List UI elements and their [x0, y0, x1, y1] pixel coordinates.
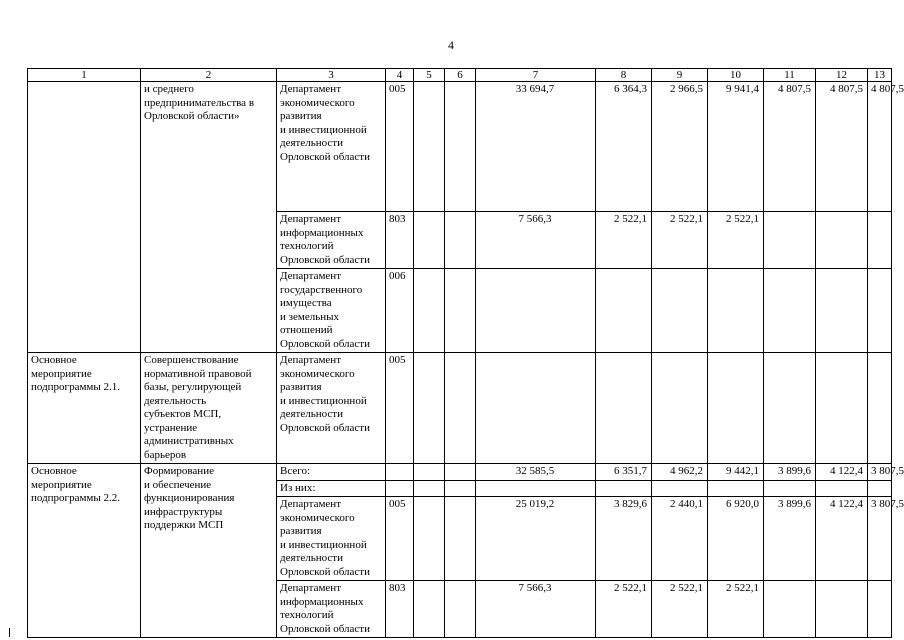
measure-name-cell: и среднего предпринимательства в Орловской области»	[141, 82, 277, 353]
year-value-cell: 2 966,5	[652, 82, 708, 212]
year-value-cell: 2 522,1	[652, 212, 708, 269]
year-value-cell: 9 941,4	[708, 82, 764, 212]
code-cell: 005	[386, 82, 414, 212]
year-value-cell	[868, 480, 892, 497]
header-cell: 7	[476, 69, 596, 82]
executor-cell: Из них:	[277, 480, 386, 497]
total-value-cell: 33 694,7	[476, 82, 596, 212]
code-cell: 803	[386, 581, 414, 638]
empty-cell	[414, 480, 445, 497]
page-number: 4	[448, 38, 454, 52]
table-row	[28, 464, 892, 481]
code-cell	[386, 480, 414, 497]
code-cell: 005	[386, 353, 414, 464]
block-subprogram-continuation	[28, 82, 904, 353]
year-value-cell	[816, 269, 868, 353]
empty-cell	[445, 269, 476, 353]
year-value-cell	[868, 353, 892, 464]
year-value-cell	[652, 480, 708, 497]
year-value-cell	[764, 480, 816, 497]
header-cell: 10	[708, 69, 764, 82]
total-value-cell: 25 019,2	[476, 497, 596, 581]
empty-cell	[445, 480, 476, 497]
year-value-cell	[652, 269, 708, 353]
total-value-cell	[476, 269, 596, 353]
year-value-cell: 9 442,1	[708, 464, 764, 481]
year-value-cell	[596, 353, 652, 464]
empty-cell	[414, 269, 445, 353]
header-cell: 8	[596, 69, 652, 82]
year-value-cell	[764, 212, 816, 269]
year-value-cell: 4 962,2	[652, 464, 708, 481]
executor-cell: Департамент экономического развития и инвестиционной деятельности Орловской области	[277, 353, 386, 464]
header-cell: 13	[868, 69, 892, 82]
year-value-cell	[816, 480, 868, 497]
year-value-cell	[708, 480, 764, 497]
year-value-cell	[596, 480, 652, 497]
header-cell: 1	[28, 69, 141, 82]
header-cell: 11	[764, 69, 816, 82]
year-value-cell: 2 522,1	[708, 212, 764, 269]
block-measure-2-2	[28, 464, 904, 638]
empty-cell	[414, 353, 445, 464]
executor-cell: Департамент информационных технологий Орловской области	[277, 212, 386, 269]
year-value-cell: 6 364,3	[596, 82, 652, 212]
code-cell: 005	[386, 497, 414, 581]
code-cell: 803	[386, 212, 414, 269]
year-value-cell	[708, 353, 764, 464]
empty-cell	[414, 212, 445, 269]
code-cell: 006	[386, 269, 414, 353]
year-value-cell: 2 522,1	[596, 581, 652, 638]
header-cell: 3	[277, 69, 386, 82]
year-value-cell	[764, 269, 816, 353]
empty-cell	[445, 353, 476, 464]
year-value-cell: 4 807,5	[868, 82, 892, 212]
total-value-cell	[476, 480, 596, 497]
empty-cell	[445, 497, 476, 581]
header-cell: 9	[652, 69, 708, 82]
measure-name-cell: Совершенствование нормативной правовой базы, регулирующей деятельность субъектов МСП, устранение административных барьеров	[141, 353, 277, 464]
year-value-cell: 6 920,0	[708, 497, 764, 581]
year-value-cell	[816, 581, 868, 638]
executor-cell: Департамент экономического развития и инвестиционной деятельности Орловской области	[277, 82, 386, 212]
empty-cell	[445, 212, 476, 269]
empty-cell	[414, 82, 445, 212]
year-value-cell	[596, 269, 652, 353]
empty-cell	[414, 581, 445, 638]
header-cell: 12	[816, 69, 868, 82]
year-value-cell	[868, 581, 892, 638]
executor-cell: Департамент государственного имущества и земельных отношений Орловской области	[277, 269, 386, 353]
year-value-cell: 3 899,6	[764, 464, 816, 481]
year-value-cell	[764, 353, 816, 464]
table-row	[28, 353, 892, 464]
year-value-cell	[764, 581, 816, 638]
header-cell: 2	[141, 69, 277, 82]
empty-cell	[445, 82, 476, 212]
year-value-cell: 2 522,1	[652, 581, 708, 638]
year-value-cell	[816, 212, 868, 269]
measure-cell: Основное мероприятие подпрограммы 2.2.	[28, 464, 141, 638]
year-value-cell: 3 807,5	[868, 497, 892, 581]
year-value-cell	[868, 269, 892, 353]
empty-cell	[445, 581, 476, 638]
year-value-cell: 4 122,4	[816, 464, 868, 481]
total-value-cell: 32 585,5	[476, 464, 596, 481]
total-value-cell: 7 566,3	[476, 212, 596, 269]
year-value-cell	[652, 353, 708, 464]
budget-table	[27, 68, 904, 638]
year-value-cell	[868, 212, 892, 269]
year-value-cell: 2 522,1	[596, 212, 652, 269]
year-value-cell: 4 807,5	[816, 82, 868, 212]
year-value-cell: 3 829,6	[596, 497, 652, 581]
year-value-cell: 2 522,1	[708, 581, 764, 638]
year-value-cell: 3 899,6	[764, 497, 816, 581]
scan-mark	[9, 628, 10, 637]
total-value-cell	[476, 353, 596, 464]
year-value-cell: 4 122,4	[816, 497, 868, 581]
table-row	[28, 82, 892, 212]
header-cell: 4	[386, 69, 414, 82]
year-value-cell: 4 807,5	[764, 82, 816, 212]
empty-cell	[445, 464, 476, 481]
year-value-cell: 2 440,1	[652, 497, 708, 581]
block-measure-2-1	[28, 353, 892, 464]
year-value-cell: 3 807,5	[868, 464, 892, 481]
executor-cell: Всего:	[277, 464, 386, 481]
code-cell	[386, 464, 414, 481]
total-value-cell: 7 566,3	[476, 581, 596, 638]
year-value-cell	[816, 353, 868, 464]
year-value-cell	[708, 269, 764, 353]
header-cell: 5	[414, 69, 445, 82]
empty-cell	[414, 464, 445, 481]
executor-cell: Департамент информационных технологий Орловской области	[277, 581, 386, 638]
executor-cell: Департамент экономического развития и инвестиционной деятельности Орловской области	[277, 497, 386, 581]
measure-cell	[28, 82, 141, 353]
year-value-cell: 6 351,7	[596, 464, 652, 481]
measure-cell: Основное мероприятие подпрограммы 2.1.	[28, 353, 141, 464]
measure-name-cell: Формирование и обеспечение функционирования инфраструктуры поддержки МСП	[141, 464, 277, 638]
header-cell: 6	[445, 69, 476, 82]
column-number-row	[28, 69, 892, 82]
empty-cell	[414, 497, 445, 581]
